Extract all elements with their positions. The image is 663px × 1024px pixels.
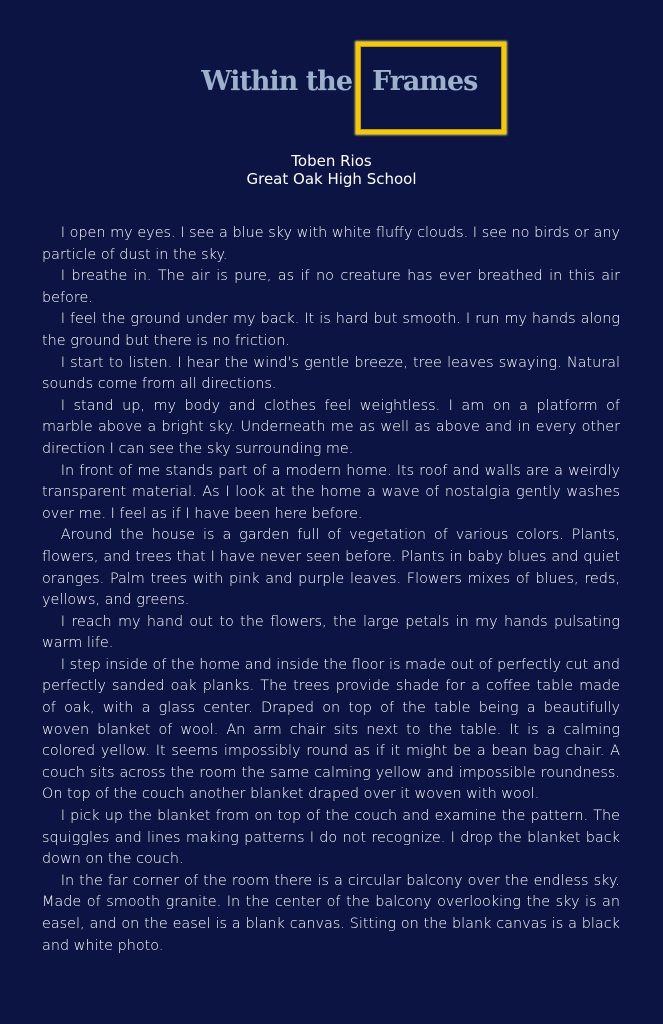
story-paragraph: In front of me stands part of a modern home. Its roof and walls are a weirdly transparent material. As I look at the home a wave of nostalgia gently washes over me. I feel as if I have been here before.: [42, 462, 620, 522]
story-paragraph: Around the house is a garden full of vegetation of various colors. Plants, flowers, and trees that I have never seen before. Plants in baby blues and quiet oranges. Palm trees with pink and purple leaves. Flowers mixes of blues, reds, yellows, and greens.: [42, 527, 620, 609]
story-paragraph: I open my eyes. I see a blue sky with white fluffy clouds. I see no birds or any particle of dust in the sky.: [42, 225, 620, 263]
story-paragraph: I reach my hand out to the flowers, the large petals in my hands pulsating warm life.: [42, 613, 620, 652]
byline: [0, 152, 663, 188]
school-name: Great Oak High School: [246, 170, 417, 188]
title-banner: [0, 42, 663, 138]
story-paragraph: I stand up, my body and clothes feel weightless. I am on a platform of marble above a bright sky. Underneath me as well as above and in every other direction I can see the sky surrounding me.: [42, 397, 620, 457]
story-paragraph: I step inside of the home and inside the floor is made out of perfectly cut and perfectly sanded oak planks. The trees provide shade for a coffee table made of oak, with a glass center. Draped on top of the table being a beautifully woven blanket of wool. An arm chair sits next to the table. It is a calming colored yellow. It seems impossibly round as if it might be a bean bag chair. A couch sits across the room the same calming yellow and impossible roundness. On top of the couch another blanket draped over it woven with wool.: [42, 656, 620, 803]
author-name: Toben Rios: [291, 152, 372, 170]
title-text-frames: Frames: [372, 66, 478, 97]
story-paragraph: I breathe in. The air is pure, as if no creature has ever breathed in this air before.: [42, 268, 620, 306]
story-body: [42, 223, 620, 957]
story-paragraph: I pick up the blanket from on top of the couch and examine the pattern. The squiggles and lines making patterns I do not recognize. I drop the blanket back down on the couch.: [42, 808, 620, 868]
title-text-within-the: Within the: [201, 66, 352, 97]
story-paragraph: In the far corner of the room there is a circular balcony over the endless sky. Made of smooth granite. In the center of the balcony overlooking the sky is an easel, and on the easel is a blank canvas. Sitting on the blank canvas is a black and white photo.: [42, 872, 620, 954]
story-paragraph: I start to listen. I hear the wind's gentle breeze, tree leaves swaying. Natural sounds come from all directions.: [42, 354, 620, 393]
story-paragraph: I feel the ground under my back. It is hard but smooth. I run my hands along the ground but there is no friction.: [42, 311, 620, 349]
